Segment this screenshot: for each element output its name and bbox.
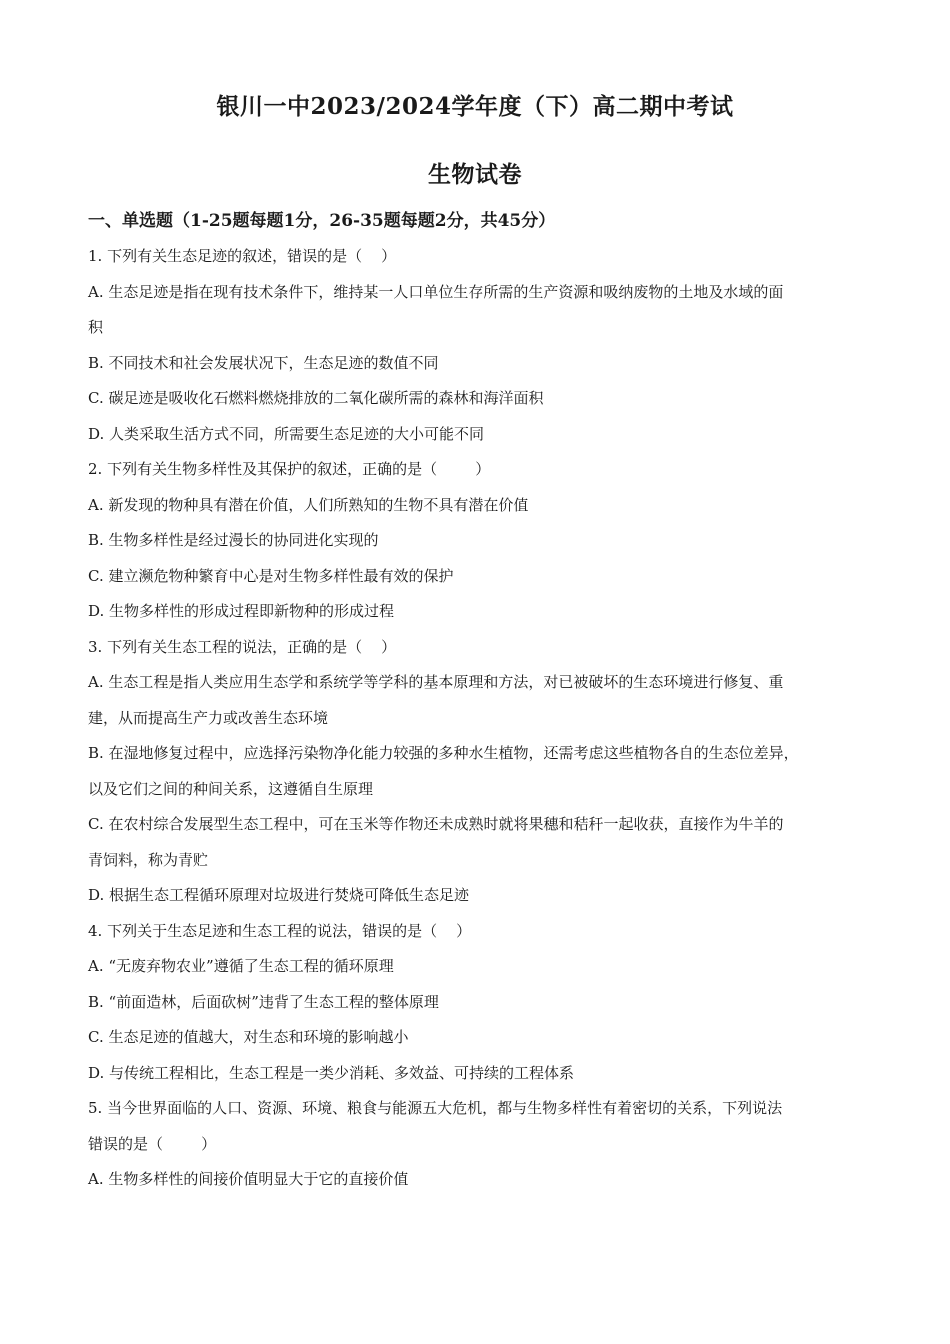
question-line: D. 生物多样性的形成过程即新物种的形成过程: [88, 602, 395, 620]
exam-subtitle: 生物试卷: [428, 161, 522, 188]
question-line: C. 建立濒危物种繁育中心是对生物多样性最有效的保护: [88, 566, 454, 585]
question-line: 1. 下列有关生态足迹的叙述，错误的是（ ）: [88, 247, 397, 265]
question-line: B. 生物多样性是经过漫长的协同进化实现的: [88, 531, 379, 549]
question-line: 积: [88, 318, 104, 336]
exam-title: 银川一中2023/2024学年度（下）高二期中考试: [216, 93, 734, 120]
question-line: 青饲料，称为青贮: [88, 850, 209, 869]
question-line: 以及它们之间的种间关系，这遵循自生原理: [88, 779, 374, 798]
question-line: A. 生态足迹是指在现有技术条件下，维持某一人口单位生存所需的生产资源和吸纳废物的土地及水域的面: [88, 282, 784, 301]
question-line: A. 生物多样性的间接价值明显大于它的直接价值: [88, 1170, 409, 1188]
exam-content: [88, 204, 868, 1198]
question-line: 5. 当今世界面临的人口、资源、环境、粮食与能源五大危机，都与生物多样性有着密切的关系，下列说法: [88, 1099, 783, 1117]
question-line: 2. 下列有关生物多样性及其保护的叙述，正确的是（ ）: [88, 460, 491, 478]
question-line: 4. 下列关于生态足迹和生态工程的说法，错误的是（ ）: [88, 921, 472, 940]
question-line: D. 与传统工程相比，生态工程是一类少消耗、多效益、可持续的工程体系: [88, 1063, 575, 1082]
question-line: A. 新发现的物种具有潜在价值，人们所熟知的生物不具有潜在价值: [88, 495, 529, 514]
question-line: C. 生态足迹的值越大，对生态和环境的影响越小: [88, 1028, 409, 1046]
question-line: 建，从而提高生产力或改善生态环境: [88, 708, 329, 727]
question-line: B. 不同技术和社会发展状况下，生态足迹的数值不同: [88, 353, 439, 372]
question-line: D. 人类采取生活方式不同，所需要生态足迹的大小可能不同: [88, 424, 485, 443]
question-line: 3. 下列有关生态工程的说法，正确的是（ ）: [88, 637, 397, 656]
question-line: 错误的是（ ）: [88, 1134, 217, 1153]
question-line: C. 在农村综合发展型生态工程中，可在玉米等作物还未成熟时就将果穗和秸秆一起收获，直接作为牛羊的: [88, 815, 784, 833]
question-line: C. 碳足迹是吸收化石燃料燃烧排放的二氧化碳所需的森林和海洋面积: [88, 389, 544, 407]
question-line: B. 在湿地修复过程中，应选择污染物净化能力较强的多种水生植物，还需考虑这些植物各自的生态位差异，: [88, 744, 799, 762]
question-lines: [88, 239, 868, 1198]
question-line: A. “无废弃物农业”遵循了生态工程的循环原理: [88, 957, 394, 975]
question-line: A. 生态工程是指人类应用生态学和系统学等学科的基本原理和方法，对已被破坏的生态环境进行修复、重: [88, 673, 784, 691]
question-line: D. 根据生态工程循环原理对垃圾进行焚烧可降低生态足迹: [88, 886, 470, 904]
section-heading: 一、单选题（1-25题每题1分，26-35题每题2分，共45分）: [88, 211, 556, 231]
question-line: B. “前面造林，后面砍树”违背了生态工程的整体原理: [88, 992, 439, 1011]
